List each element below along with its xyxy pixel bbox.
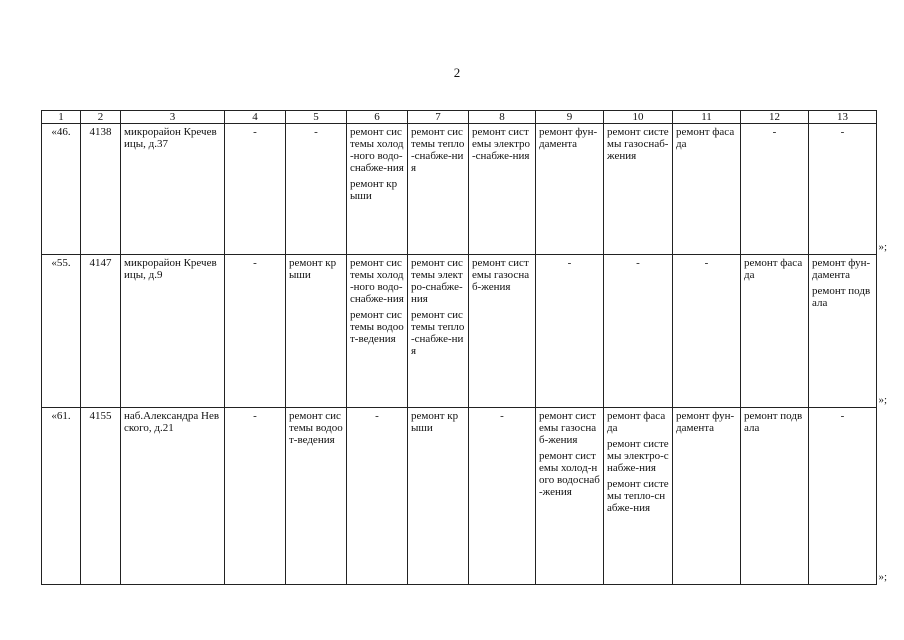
table-cell-col-2 (81, 124, 121, 255)
cell-text: ремонт системы газоснаб-жения (607, 126, 669, 162)
cell-text: ремонт подвала (744, 410, 803, 435)
cell-text: 4147 (89, 257, 112, 270)
table-cell-col-13 (809, 124, 877, 255)
table-cell-col-7 (408, 408, 469, 585)
table-cell-col-9 (536, 124, 604, 255)
cell-text: ремонт системы газоснаб-жения (539, 410, 597, 447)
cell-text: ремонт системы электро-снабже-ния (411, 257, 463, 306)
table-cell-col-8 (469, 408, 536, 585)
table-cell-col-3 (121, 124, 225, 255)
table-cell-col-6 (347, 124, 408, 255)
cell-text: ремонт крыши (289, 257, 337, 282)
row-closing-quote: »; (878, 240, 888, 253)
table-cell-col-10 (604, 124, 673, 255)
table-cell-col-4 (225, 255, 286, 408)
column-header-8: 8 (469, 111, 536, 124)
table-cell-col-5 (286, 255, 347, 408)
cell-text: ремонт фун-дамента (539, 126, 598, 150)
column-header-3: 3 (121, 111, 225, 124)
cell-text: - (500, 410, 504, 423)
table-cell-col-7 (408, 255, 469, 408)
table-row (42, 408, 877, 585)
cell-text: ремонт системы водоот-ведения (289, 410, 343, 447)
table-cell-col-7 (408, 124, 469, 255)
cell-text: - (253, 410, 257, 423)
cell-text: ремонт системы тепло-снабже-ния (411, 126, 465, 174)
cell-text: ремонт системы холод-ного водо-снабже-ния (350, 257, 404, 306)
cell-text: - (253, 126, 257, 138)
table-cell-col-11 (673, 408, 741, 585)
table-cell-col-2 (81, 255, 121, 408)
column-header-12: 12 (741, 111, 809, 124)
cell-text: ремонт системы холод-ного водоснаб-жения (539, 450, 600, 499)
column-header-5: 5 (286, 111, 347, 124)
cell-text: - (704, 257, 709, 270)
table-cell-col-9 (536, 255, 604, 408)
column-header-2: 2 (81, 111, 121, 124)
cell-text: ремонт фасада (744, 257, 803, 282)
table-cell-col-12 (741, 255, 809, 408)
table-cell-col-6 (347, 255, 408, 408)
repair-schedule-table (41, 110, 877, 585)
table-cell-col-3 (121, 408, 225, 585)
header-row (42, 111, 877, 124)
cell-text: - (567, 257, 572, 270)
table-cell-col-8 (469, 124, 536, 255)
table-cell-col-12 (741, 408, 809, 585)
cell-text: наб.Александра Невского, д.21 (124, 410, 220, 435)
table-cell-col-1 (42, 408, 81, 585)
column-header-6: 6 (347, 111, 408, 124)
cell-text: «46. (51, 126, 71, 138)
table-cell-col-10 (604, 255, 673, 408)
cell-text: ремонт фун-дамента (812, 257, 871, 282)
table-cell-col-11 (673, 124, 741, 255)
table-cell-col-11 (673, 255, 741, 408)
cell-text: - (375, 410, 379, 423)
column-header-11: 11 (673, 111, 741, 124)
row-closing-quote: »; (878, 570, 888, 583)
cell-text: ремонт системы электро-снабже-ния (607, 438, 669, 475)
table-cell-col-4 (225, 408, 286, 585)
cell-text: «55. (51, 257, 71, 270)
table-row (42, 124, 877, 255)
cell-text: - (772, 126, 777, 138)
cell-text: 4155 (89, 410, 112, 423)
table-cell-col-6 (347, 408, 408, 585)
cell-text: ремонт подвала (812, 285, 871, 310)
page-number: 2 (453, 65, 461, 80)
column-header-9: 9 (536, 111, 604, 124)
table-row (42, 255, 877, 408)
cell-text: «61. (51, 410, 71, 423)
table-cell-col-13 (809, 255, 877, 408)
cell-text: - (314, 126, 318, 138)
cell-text: ремонт системы газоснаб-жения (472, 257, 530, 294)
cell-text: ремонт фун-дамента (676, 410, 735, 435)
cell-text: ремонт системы тепло-снабже-ния (411, 309, 465, 358)
cell-text: ремонт крыши (411, 410, 459, 435)
column-header-1: 1 (42, 111, 81, 124)
cell-text: ремонт фасада (676, 126, 735, 150)
cell-text: микрорайон Кречевицы, д.9 (124, 257, 217, 282)
table-cell-col-1 (42, 124, 81, 255)
cell-text: ремонт фасада (607, 410, 666, 435)
table-cell-col-5 (286, 124, 347, 255)
column-header-7: 7 (408, 111, 469, 124)
table-cell-col-12 (741, 124, 809, 255)
table-cell-col-8 (469, 255, 536, 408)
column-header-13: 13 (809, 111, 877, 124)
cell-text: - (840, 410, 845, 423)
cell-text: 4138 (89, 126, 112, 138)
table-cell-col-13 (809, 408, 877, 585)
table-cell-col-3 (121, 255, 225, 408)
table-cell-col-9 (536, 408, 604, 585)
table-cell-col-1 (42, 255, 81, 408)
cell-text: ремонт системы водоот-ведения (350, 309, 404, 346)
column-header-4: 4 (225, 111, 286, 124)
table-cell-col-4 (225, 124, 286, 255)
cell-text: - (636, 257, 640, 270)
cell-text: - (253, 257, 257, 270)
cell-text: микрорайон Кречевицы, д.37 (124, 126, 217, 150)
table-cell-col-10 (604, 408, 673, 585)
table-cell-col-5 (286, 408, 347, 585)
table-cell-col-2 (81, 408, 121, 585)
cell-text: ремонт системы тепло-снабже-ния (607, 478, 669, 515)
cell-text: ремонт крыши (350, 178, 398, 202)
cell-text: ремонт системы электро-снабже-ния (472, 126, 531, 162)
column-header-10: 10 (604, 111, 673, 124)
cell-text: ремонт системы холод-ного водо-снабже-ния (350, 126, 404, 174)
cell-text: - (840, 126, 845, 138)
row-closing-quote: »; (878, 393, 888, 406)
